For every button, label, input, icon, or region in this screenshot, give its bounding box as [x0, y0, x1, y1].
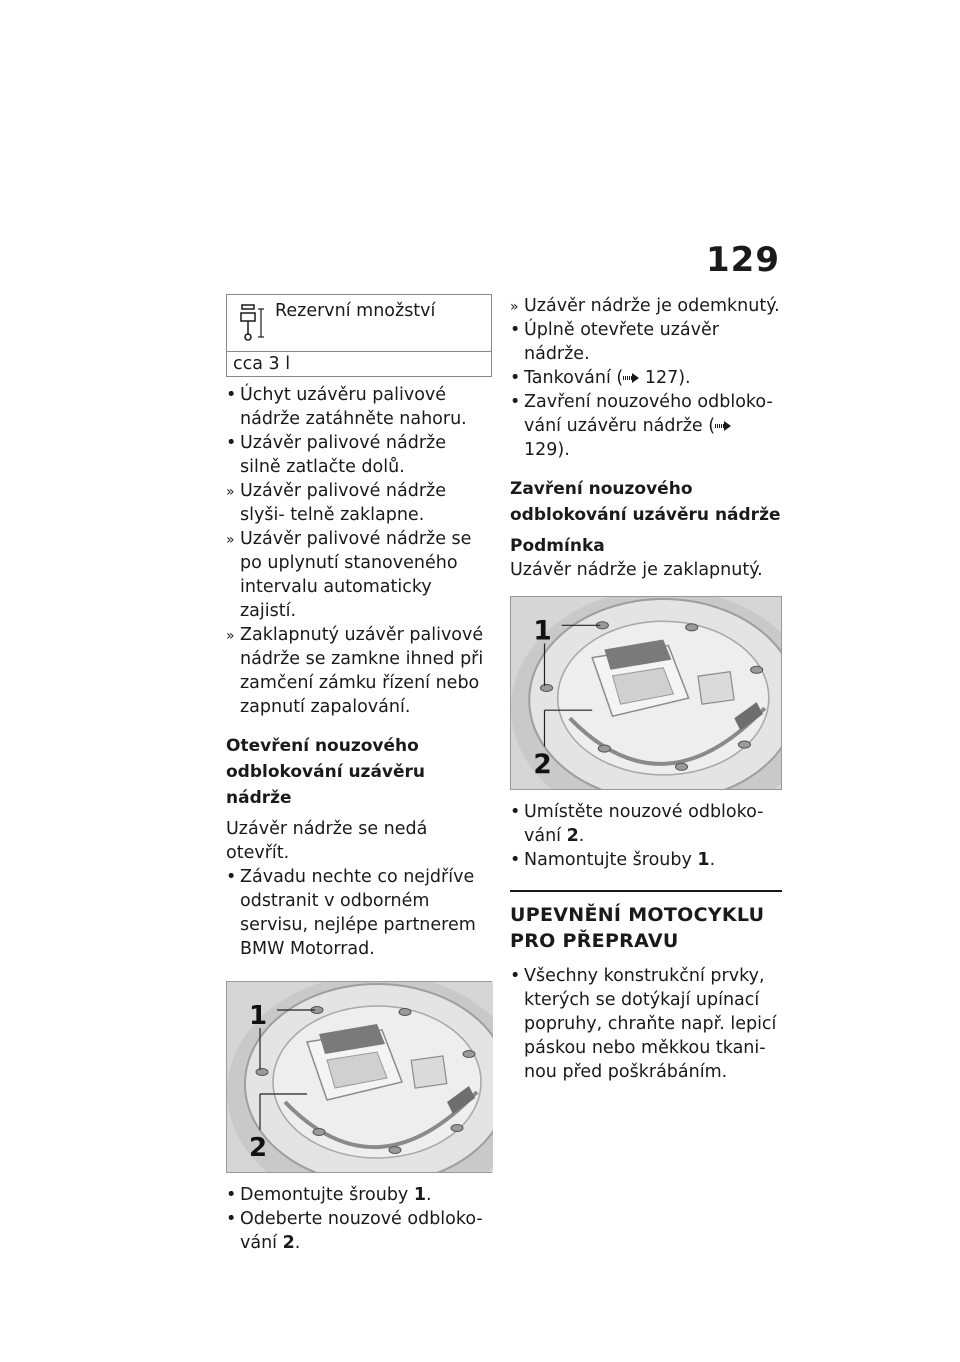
list-item-result: » Uzávěr palivové nádrže se po uplynutí stanoveného intervalu automaticky zajistí.	[226, 529, 472, 621]
condition-text: Uzávěr nádrže je zaklapnutý.	[510, 560, 763, 580]
page-number: 129	[706, 240, 780, 280]
fuel-cap-figure	[226, 981, 492, 1173]
callout-1: 1	[249, 1001, 268, 1031]
heading-open-emergency-release: Otevření nouzového odblokování uzávěru nádrže	[226, 736, 426, 808]
list-item: • Úchyt uzávěru palivové nádrže zatáhněte nahoru.	[226, 385, 467, 429]
page-ref-link[interactable]: 127	[644, 368, 679, 388]
list-item: • Umístěte nouzové odbloko- vání 2.	[510, 802, 764, 846]
list-item: • Tankování ( 127).	[510, 368, 691, 388]
spec-table	[226, 294, 492, 377]
list-item: • Namontujte šrouby 1.	[510, 850, 716, 870]
condition-heading: Podmínka	[510, 536, 605, 556]
list-item: • Závadu nechte co nejdříve odstranit v odborném servisu, nejlépe partnerem BMW Motorrad.	[226, 867, 476, 959]
fuel-gauge-icon	[239, 303, 267, 347]
right-column	[510, 294, 782, 1084]
callout-1: 1	[533, 616, 552, 647]
list-item: • Odeberte nouzové odbloko- vání 2.	[226, 1209, 483, 1253]
page-ref-arrow-icon	[623, 373, 639, 383]
list-item-result: » Uzávěr palivové nádrže slyši- telně zaklapne.	[226, 481, 446, 525]
open-intro: Uzávěr nádrže se nedá otevřít.	[226, 819, 428, 863]
list-item: • Uzávěr palivové nádrže silně zatlačte dolů.	[226, 433, 446, 477]
page-ref-arrow-icon	[715, 421, 731, 431]
spec-title: Rezervní množství	[275, 301, 436, 321]
list-item: • Demontujte šrouby 1.	[226, 1185, 432, 1205]
list-item: • Zavření nouzového odbloko- vání uzávěru nádrže ( 129).	[510, 392, 773, 460]
spec-header	[227, 295, 491, 352]
heading-close-emergency-release: Zavření nouzového odblokování uzávěru nádrže	[510, 479, 781, 525]
list-item-result: » Zaklapnutý uzávěr palivové nádrže se zamkne ihned při zamčení zámku řízení nebo zapnutí zapalování.	[226, 625, 484, 717]
left-column	[226, 294, 492, 1255]
list-item-result: » Uzávěr nádrže je odemknutý.	[510, 296, 780, 316]
list-item: • Všechny konstrukční prvky, kterých se dotýkají upínací popruhy, chraňte např. lepicí páskou nebo měkkou tkani- nou před poškrábáním.	[510, 966, 777, 1082]
list-item: • Úplně otevřete uzávěr nádrže.	[510, 320, 719, 364]
section-heading: UPEVNĚNÍ MOTOCYKLU PRO PŘEPRAVU	[510, 890, 782, 954]
callout-2: 2	[533, 749, 552, 780]
spec-value: cca 3 l	[233, 354, 291, 374]
callout-2: 2	[249, 1133, 268, 1163]
page-ref-link[interactable]: 129	[524, 440, 558, 460]
fuel-cap-figure	[510, 596, 782, 790]
